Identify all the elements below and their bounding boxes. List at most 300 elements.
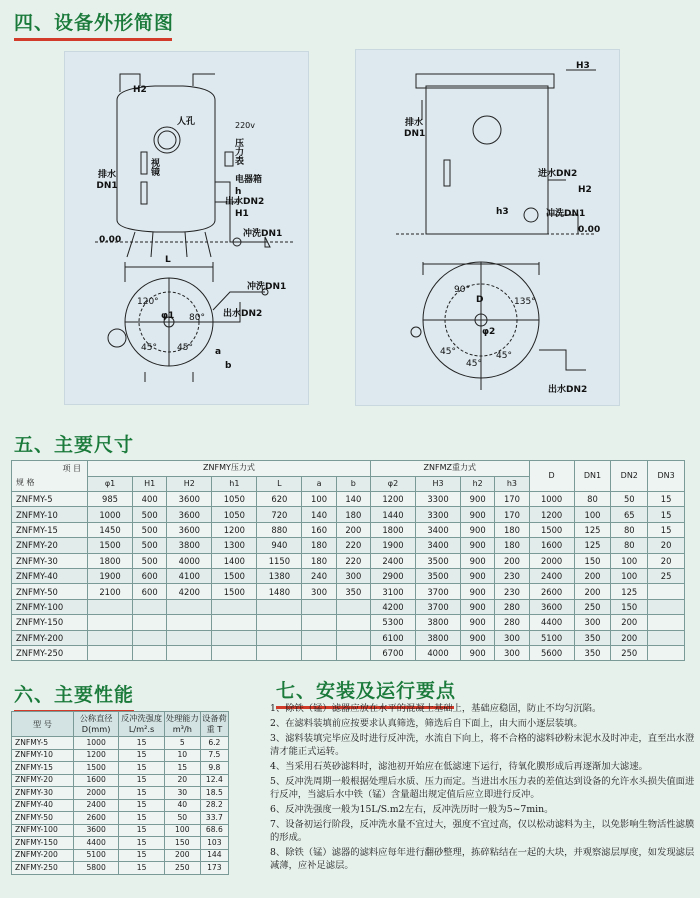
diagram-panel-pressure: [64, 51, 309, 405]
table-cell: 1600: [74, 774, 119, 787]
table-row: [12, 749, 229, 762]
table-cell: 1300: [212, 538, 257, 553]
table-cell: 300: [495, 630, 529, 645]
table-cell: 2000: [74, 787, 119, 800]
table-cell: 250: [611, 645, 648, 660]
label-outlet: 出水DN2: [225, 197, 265, 207]
table-cell: 125: [574, 538, 611, 553]
table-cell: 240: [302, 568, 336, 583]
table-cell: [257, 599, 302, 614]
table-row: [12, 737, 229, 750]
table-cell: [302, 599, 336, 614]
model-cell: ZNFMY-15: [12, 762, 74, 775]
table-cell: 144: [200, 849, 228, 862]
label-d: D: [476, 295, 484, 305]
note-item: 3、滤料装填完毕应及时进行反冲洗，水流自下向上，将不合格的滤料砂粉末泥水及时冲走，直至出水澄清才能正式运转。: [270, 733, 695, 757]
table-cell: 15: [119, 737, 165, 750]
table-cell: 15: [119, 762, 165, 775]
table-cell: 940: [257, 538, 302, 553]
note-item: 1、除铁（锰）滤器应放在水平的混凝土基础上，基础应稳固，防止不均匀沉陷。: [270, 703, 602, 714]
table-cell: 300: [574, 615, 611, 630]
table-cell: 880: [257, 522, 302, 537]
table-cell: 3700: [416, 584, 461, 599]
table-cell: 1200: [74, 749, 119, 762]
col-header: 反冲洗强度 L/m².s: [119, 712, 165, 737]
table-cell: 80: [574, 492, 611, 507]
table-cell: 15: [164, 762, 200, 775]
table-row: [12, 849, 229, 862]
model-cell: ZNFMY-200: [12, 630, 88, 645]
table-cell: [167, 615, 212, 630]
label-phi1: φ1: [161, 311, 175, 321]
table-cell: 1150: [257, 553, 302, 568]
table-cell: 2100: [88, 584, 133, 599]
col-header: 公称直径 D(mm): [74, 712, 119, 737]
table-cell: 100: [302, 492, 336, 507]
model-cell: ZNFMY-150: [12, 837, 74, 850]
table-cell: 3800: [416, 630, 461, 645]
table-cell: 200: [495, 553, 529, 568]
table-cell: 200: [164, 849, 200, 862]
table-cell: 170: [495, 492, 529, 507]
label-drain: 排水DN1: [96, 170, 118, 191]
table-row: [12, 507, 685, 522]
table-cell: 103: [200, 837, 228, 850]
model-cell: ZNFMY-250: [12, 862, 74, 875]
table-cell: 1500: [212, 568, 257, 583]
label-h1: H1: [235, 209, 249, 219]
section-title-text: 四、设备外形简图: [14, 12, 175, 34]
table-cell: 230: [495, 568, 529, 583]
label-L: L: [165, 255, 171, 265]
table-cell: 15: [119, 799, 165, 812]
table-row: [12, 492, 685, 507]
table-cell: 40: [164, 799, 200, 812]
dimensions-table: [11, 460, 685, 661]
table-cell: [648, 630, 685, 645]
table-cell: 200: [574, 584, 611, 599]
table-cell: 3500: [416, 568, 461, 583]
table-cell: 620: [257, 492, 302, 507]
table-cell: 180: [495, 538, 529, 553]
col-header: 设备荷重 T: [200, 712, 228, 737]
table-cell: [133, 630, 167, 645]
group-header-pressure: ZNFMY压力式: [88, 461, 371, 477]
table-cell: 180: [495, 522, 529, 537]
label-ang45b: 45°: [466, 359, 482, 369]
table-cell: [212, 630, 257, 645]
table-cell: 15: [648, 492, 685, 507]
table-cell: [88, 615, 133, 630]
table-cell: 33.7: [200, 812, 228, 825]
table-cell: 2600: [529, 584, 574, 599]
label-outlet: 出水DN2: [548, 385, 588, 395]
table-cell: 20: [648, 553, 685, 568]
table-cell: 4200: [167, 584, 212, 599]
table-cell: 160: [302, 522, 336, 537]
table-cell: 500: [133, 538, 167, 553]
table-row: [12, 774, 229, 787]
corner-cell: [12, 461, 88, 492]
group-header-gravity: ZNFMZ重力式: [370, 461, 529, 477]
table-cell: 1600: [529, 538, 574, 553]
table-cell: 4000: [416, 645, 461, 660]
table-cell: [302, 645, 336, 660]
table-cell: 5800: [74, 862, 119, 875]
table-cell: 300: [302, 584, 336, 599]
table-row: [12, 630, 685, 645]
section-title-outline: [14, 8, 174, 35]
col-header: h1: [212, 476, 257, 492]
model-cell: ZNFMY-20: [12, 774, 74, 787]
table-cell: 1200: [370, 492, 415, 507]
table-cell: 1500: [74, 762, 119, 775]
label-outlet-2: 出水DN2: [223, 309, 263, 319]
model-cell: ZNFMY-10: [12, 507, 88, 522]
table-row: [12, 812, 229, 825]
table-row: [12, 584, 685, 599]
table-row: [12, 568, 685, 583]
table-cell: 100: [574, 507, 611, 522]
table-cell: 10: [164, 749, 200, 762]
table-cell: 1500: [212, 584, 257, 599]
table-cell: 600: [133, 568, 167, 583]
table-cell: 15: [648, 507, 685, 522]
table-cell: 140: [302, 507, 336, 522]
label-ang135: 135°: [514, 297, 536, 307]
table-cell: 1480: [257, 584, 302, 599]
col-header: 处理能力 m³/h: [164, 712, 200, 737]
table-cell: 2000: [529, 553, 574, 568]
table-cell: [257, 615, 302, 630]
table-cell: 900: [461, 599, 495, 614]
label-ang45b: 45°: [177, 343, 193, 353]
diagram-panel-gravity: [355, 49, 620, 406]
table-cell: 400: [133, 492, 167, 507]
table-cell: [133, 615, 167, 630]
table-cell: [302, 615, 336, 630]
table-cell: 1380: [257, 568, 302, 583]
table-cell: 1050: [212, 492, 257, 507]
table-cell: [212, 599, 257, 614]
col-header: H1: [133, 476, 167, 492]
table-row: [12, 599, 685, 614]
table-cell: 200: [611, 615, 648, 630]
table-cell: 500: [133, 522, 167, 537]
table-cell: 1900: [88, 568, 133, 583]
model-cell: ZNFMY-100: [12, 824, 74, 837]
table-cell: 2400: [370, 553, 415, 568]
table-cell: 280: [495, 615, 529, 630]
table-cell: 170: [495, 507, 529, 522]
table-cell: 28.2: [200, 799, 228, 812]
table-cell: 1400: [212, 553, 257, 568]
table-cell: 3400: [416, 522, 461, 537]
table-cell: 900: [461, 584, 495, 599]
table-cell: 20: [648, 538, 685, 553]
note-item: 8、除铁（锰）滤器的滤料应每年进行翻砂整理，拣碎粘结在一起的大块，并观察滤层厚度，如发现滤层减薄，应补足滤层。: [270, 847, 695, 871]
table-cell: 50: [611, 492, 648, 507]
table-cell: 15: [119, 749, 165, 762]
label-drain: 排水DN1: [404, 118, 426, 139]
table-cell: 3700: [416, 599, 461, 614]
table-cell: 6700: [370, 645, 415, 660]
table-cell: 4000: [167, 553, 212, 568]
section-title-text: 五、主要尺寸: [14, 434, 135, 456]
col-header: H2: [167, 476, 212, 492]
label-zero: 0.00: [578, 225, 601, 235]
table-cell: 5300: [370, 615, 415, 630]
table-cell: [167, 630, 212, 645]
col-header: h3: [495, 476, 529, 492]
corner-item: 项 目: [62, 464, 81, 473]
table-cell: 180: [302, 553, 336, 568]
table-cell: 3600: [74, 824, 119, 837]
table-row: [12, 824, 229, 837]
table-cell: 150: [164, 837, 200, 850]
section-title-installation: [276, 676, 456, 703]
table-cell: 15: [119, 837, 165, 850]
model-cell: ZNFMY-20: [12, 538, 88, 553]
table-cell: [212, 615, 257, 630]
table-cell: [133, 599, 167, 614]
table-cell: 2400: [529, 568, 574, 583]
col-header: 型 号: [12, 712, 74, 737]
table-cell: 3600: [529, 599, 574, 614]
table-cell: 180: [336, 507, 370, 522]
label-manhole: 人孔: [177, 117, 196, 127]
label-a: a: [215, 347, 222, 357]
table-cell: 6.2: [200, 737, 228, 750]
section-title-text: 六、主要性能: [14, 684, 135, 706]
model-cell: ZNFMY-5: [12, 492, 88, 507]
table-cell: 600: [133, 584, 167, 599]
table-cell: [648, 645, 685, 660]
label-h3-small: h3: [496, 207, 509, 217]
section-title-performance: [14, 680, 134, 707]
label-inlet: 进水DN2: [538, 169, 578, 179]
table-cell: 300: [495, 645, 529, 660]
table-cell: 3600: [167, 507, 212, 522]
table-cell: 3800: [167, 538, 212, 553]
table-cell: 3300: [416, 492, 461, 507]
label-voltage: 220v: [235, 121, 256, 130]
table-cell: [336, 615, 370, 630]
table-cell: 200: [574, 568, 611, 583]
table-cell: 50: [164, 812, 200, 825]
table-row: [12, 799, 229, 812]
model-cell: ZNFMY-150: [12, 615, 88, 630]
table-cell: 1200: [212, 522, 257, 537]
table-row: [12, 615, 685, 630]
table-cell: 5100: [529, 630, 574, 645]
table-cell: 900: [461, 492, 495, 507]
table-cell: 15: [119, 862, 165, 875]
table-cell: 5100: [74, 849, 119, 862]
table-cell: 900: [461, 615, 495, 630]
table-cell: 200: [336, 522, 370, 537]
table-cell: [88, 599, 133, 614]
note-item: 2、在滤料装填前应按要求认真筛选，筛选后自下面上，由大而小逐层装填。: [270, 718, 583, 729]
model-cell: ZNFMY-40: [12, 568, 88, 583]
table-cell: 25: [648, 568, 685, 583]
table-cell: 1000: [74, 737, 119, 750]
model-cell: ZNFMY-5: [12, 737, 74, 750]
table-cell: 150: [611, 599, 648, 614]
col-header-DN3: DN3: [648, 461, 685, 492]
note-item: 7、设备初运行阶段，反冲洗水量不宜过大，强度不宜过高，仅以松动滤料为主，以免影响生物活性滤膜的形成。: [270, 819, 695, 843]
label-sight-glass: 视镜: [149, 158, 159, 176]
col-header-D: D: [529, 461, 574, 492]
table-cell: 7.5: [200, 749, 228, 762]
table-cell: 30: [164, 787, 200, 800]
table-cell: 12.4: [200, 774, 228, 787]
table-row: [12, 645, 685, 660]
table-cell: 3300: [416, 507, 461, 522]
table-cell: 100: [611, 553, 648, 568]
performance-table-body: [12, 737, 229, 875]
table-cell: 15: [119, 824, 165, 837]
table-cell: [88, 630, 133, 645]
table-header-row: [12, 461, 685, 477]
table-cell: 15: [119, 849, 165, 862]
table-header-row: [12, 712, 229, 737]
col-header: φ2: [370, 476, 415, 492]
label-h3: H3: [576, 61, 590, 71]
table-cell: 4400: [529, 615, 574, 630]
table-cell: 20: [164, 774, 200, 787]
note-item: 6、反冲洗强度一般为15L/S.m2左右，反冲洗历时一般为5~7min。: [270, 804, 554, 815]
label-b: b: [225, 361, 232, 371]
table-cell: 300: [336, 568, 370, 583]
table-cell: 80: [611, 538, 648, 553]
table-cell: 180: [302, 538, 336, 553]
label-ang120: 120°: [137, 297, 159, 307]
table-cell: 900: [461, 630, 495, 645]
label-zero: 0.00: [99, 235, 122, 245]
table-cell: 350: [336, 584, 370, 599]
table-cell: 1000: [529, 492, 574, 507]
table-cell: 3600: [167, 492, 212, 507]
installation-notes: [270, 702, 695, 874]
col-header: H3: [416, 476, 461, 492]
model-cell: ZNFMY-40: [12, 799, 74, 812]
table-cell: 220: [336, 553, 370, 568]
table-cell: 125: [611, 584, 648, 599]
model-cell: ZNFMY-10: [12, 749, 74, 762]
col-header: h2: [461, 476, 495, 492]
table-cell: 173: [200, 862, 228, 875]
table-cell: 1440: [370, 507, 415, 522]
table-cell: 900: [461, 538, 495, 553]
section-title-dimensions: [14, 430, 134, 457]
table-cell: 1200: [529, 507, 574, 522]
table-cell: 720: [257, 507, 302, 522]
table-cell: [648, 584, 685, 599]
table-cell: 4200: [370, 599, 415, 614]
table-row: [12, 538, 685, 553]
table-cell: 4100: [167, 568, 212, 583]
table-cell: 100: [164, 824, 200, 837]
table-cell: [648, 615, 685, 630]
table-cell: 68.6: [200, 824, 228, 837]
table-cell: 280: [495, 599, 529, 614]
table-cell: 15: [119, 812, 165, 825]
table-cell: 5: [164, 737, 200, 750]
table-cell: [648, 599, 685, 614]
table-cell: 3400: [416, 538, 461, 553]
col-header: φ1: [88, 476, 133, 492]
table-cell: 5600: [529, 645, 574, 660]
table-cell: [302, 630, 336, 645]
table-cell: 15: [119, 774, 165, 787]
note-item: 4、当采用石英砂滤料时，滤池初开始应在低滤速下运行，待氧化膜形成后再逐渐加大滤速。: [270, 761, 648, 772]
table-cell: [88, 645, 133, 660]
table-cell: 3500: [416, 553, 461, 568]
table-cell: 350: [574, 645, 611, 660]
table-cell: 3600: [167, 522, 212, 537]
col-header: a: [302, 476, 336, 492]
model-cell: ZNFMY-15: [12, 522, 88, 537]
table-row: [12, 837, 229, 850]
table-cell: 1800: [88, 553, 133, 568]
table-cell: 200: [611, 630, 648, 645]
table-cell: 4400: [74, 837, 119, 850]
table-cell: 18.5: [200, 787, 228, 800]
model-cell: ZNFMY-200: [12, 849, 74, 862]
table-cell: 6100: [370, 630, 415, 645]
table-cell: 100: [611, 568, 648, 583]
table-cell: 985: [88, 492, 133, 507]
table-cell: 1500: [529, 522, 574, 537]
table-cell: 1450: [88, 522, 133, 537]
section-title-text: 七、安装及运行要点: [276, 680, 457, 702]
label-ang90: 90°: [454, 285, 470, 295]
note-item: 5、反冲洗周期一般根据处理后水质、压力而定。当进出水压力表的差值达到设备的允许水头损失值面进行反冲，当滤后水中铁（锰）含量超出规定值后应立即进行反冲。: [270, 776, 695, 800]
table-cell: 250: [574, 599, 611, 614]
table-cell: 250: [164, 862, 200, 875]
table-row: [12, 862, 229, 875]
table-cell: 500: [133, 507, 167, 522]
table-cell: 900: [461, 553, 495, 568]
table-cell: 1900: [370, 538, 415, 553]
model-cell: ZNFMY-30: [12, 787, 74, 800]
model-cell: ZNFMY-100: [12, 599, 88, 614]
dimensions-table-body: [12, 492, 685, 661]
table-row: [12, 553, 685, 568]
table-cell: 80: [611, 522, 648, 537]
table-cell: 900: [461, 568, 495, 583]
title-underline: [14, 38, 172, 41]
table-cell: 230: [495, 584, 529, 599]
table-cell: 900: [461, 645, 495, 660]
table-cell: 350: [574, 630, 611, 645]
table-cell: 150: [574, 553, 611, 568]
table-cell: [336, 599, 370, 614]
table-cell: [167, 645, 212, 660]
table-cell: 1000: [88, 507, 133, 522]
label-ang45a: 45°: [141, 343, 157, 353]
performance-table: [11, 711, 229, 875]
table-cell: 900: [461, 507, 495, 522]
label-phi2: φ2: [482, 327, 496, 337]
table-cell: [257, 645, 302, 660]
model-cell: ZNFMY-50: [12, 584, 88, 599]
label-ang45a: 45°: [440, 347, 456, 357]
label-backwash: 冲洗DN1: [243, 229, 283, 239]
table-cell: 15: [119, 787, 165, 800]
model-cell: ZNFMY-50: [12, 812, 74, 825]
